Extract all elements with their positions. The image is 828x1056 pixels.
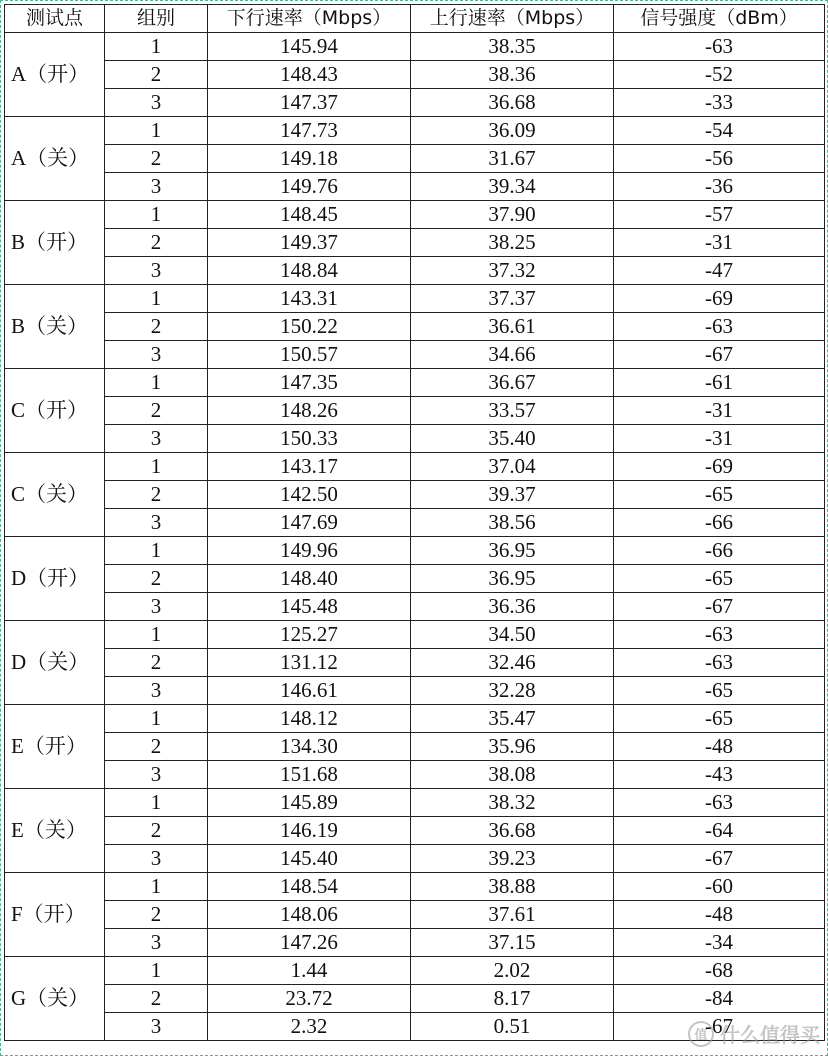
speed-test-table — [4, 4, 825, 1041]
signal-cell: -31 — [614, 397, 825, 425]
table-row — [5, 873, 825, 901]
signal-cell: -34 — [614, 929, 825, 957]
signal-cell: -61 — [614, 369, 825, 397]
download-cell: 148.06 — [208, 901, 411, 929]
signal-cell: -63 — [614, 649, 825, 677]
table-row — [5, 929, 825, 957]
upload-cell: 32.28 — [411, 677, 614, 705]
group-cell: 1 — [105, 285, 208, 313]
group-cell: 2 — [105, 565, 208, 593]
group-cell: 3 — [105, 89, 208, 117]
table-row — [5, 957, 825, 985]
table-row — [5, 789, 825, 817]
group-cell: 1 — [105, 201, 208, 229]
table-row — [5, 313, 825, 341]
group-cell: 2 — [105, 481, 208, 509]
download-cell: 145.40 — [208, 845, 411, 873]
table-row — [5, 733, 825, 761]
test-point-cell: A（开） — [5, 33, 105, 117]
group-cell: 1 — [105, 33, 208, 61]
download-cell: 145.89 — [208, 789, 411, 817]
download-cell: 147.73 — [208, 117, 411, 145]
group-cell: 3 — [105, 929, 208, 957]
group-cell: 2 — [105, 397, 208, 425]
download-cell: 148.26 — [208, 397, 411, 425]
header-download: 下行速率（Mbps） — [208, 5, 411, 33]
download-cell: 147.37 — [208, 89, 411, 117]
group-cell: 2 — [105, 229, 208, 257]
test-point-cell: B（关） — [5, 285, 105, 369]
table-row — [5, 397, 825, 425]
signal-cell: -67 — [614, 1013, 825, 1041]
table-row — [5, 621, 825, 649]
group-cell: 2 — [105, 817, 208, 845]
upload-cell: 38.08 — [411, 761, 614, 789]
test-point-cell: B（开） — [5, 201, 105, 285]
download-cell: 147.69 — [208, 509, 411, 537]
download-cell: 147.26 — [208, 929, 411, 957]
table-row — [5, 229, 825, 257]
table-row — [5, 145, 825, 173]
upload-cell: 32.46 — [411, 649, 614, 677]
download-cell: 134.30 — [208, 733, 411, 761]
signal-cell: -65 — [614, 565, 825, 593]
signal-cell: -31 — [614, 229, 825, 257]
test-point-cell: D（开） — [5, 537, 105, 621]
upload-cell: 2.02 — [411, 957, 614, 985]
table-row — [5, 173, 825, 201]
group-cell: 1 — [105, 957, 208, 985]
signal-cell: -66 — [614, 509, 825, 537]
upload-cell: 37.04 — [411, 453, 614, 481]
table-row — [5, 537, 825, 565]
download-cell: 145.94 — [208, 33, 411, 61]
group-cell: 1 — [105, 369, 208, 397]
upload-cell: 38.36 — [411, 61, 614, 89]
download-cell: 148.40 — [208, 565, 411, 593]
upload-cell: 37.32 — [411, 257, 614, 285]
upload-cell: 38.88 — [411, 873, 614, 901]
group-cell: 3 — [105, 761, 208, 789]
header-signal: 信号强度（dBm） — [614, 5, 825, 33]
table-row — [5, 89, 825, 117]
download-cell: 149.37 — [208, 229, 411, 257]
download-cell: 146.19 — [208, 817, 411, 845]
upload-cell: 34.66 — [411, 341, 614, 369]
download-cell: 150.33 — [208, 425, 411, 453]
group-cell: 2 — [105, 901, 208, 929]
test-point-cell: E（关） — [5, 789, 105, 873]
upload-cell: 36.36 — [411, 593, 614, 621]
watermark-text: 什么值得买 — [720, 1023, 820, 1047]
signal-cell: -31 — [614, 425, 825, 453]
group-cell: 3 — [105, 341, 208, 369]
header-row — [5, 5, 825, 33]
upload-cell: 39.37 — [411, 481, 614, 509]
download-cell: 149.76 — [208, 173, 411, 201]
table-row — [5, 257, 825, 285]
group-cell: 2 — [105, 649, 208, 677]
upload-cell: 37.61 — [411, 901, 614, 929]
test-point-cell: F（开） — [5, 873, 105, 957]
test-point-cell: E（开） — [5, 705, 105, 789]
upload-cell: 35.40 — [411, 425, 614, 453]
table-row — [5, 677, 825, 705]
signal-cell: -65 — [614, 705, 825, 733]
upload-cell: 34.50 — [411, 621, 614, 649]
header-test-point: 测试点 — [5, 5, 105, 33]
table-row — [5, 33, 825, 61]
download-cell: 150.57 — [208, 341, 411, 369]
table-row — [5, 817, 825, 845]
upload-cell: 36.68 — [411, 89, 614, 117]
table-row — [5, 761, 825, 789]
upload-cell: 37.90 — [411, 201, 614, 229]
table-row — [5, 985, 825, 1013]
signal-cell: -36 — [614, 173, 825, 201]
table-row — [5, 453, 825, 481]
table-row — [5, 481, 825, 509]
upload-cell: 36.09 — [411, 117, 614, 145]
group-cell: 1 — [105, 873, 208, 901]
download-cell: 149.18 — [208, 145, 411, 173]
upload-cell: 35.96 — [411, 733, 614, 761]
signal-cell: -63 — [614, 33, 825, 61]
table-row — [5, 649, 825, 677]
download-cell: 148.84 — [208, 257, 411, 285]
upload-cell: 36.67 — [411, 369, 614, 397]
download-cell: 148.12 — [208, 705, 411, 733]
table-row — [5, 61, 825, 89]
test-point-cell: C（开） — [5, 369, 105, 453]
download-cell: 125.27 — [208, 621, 411, 649]
signal-cell: -69 — [614, 285, 825, 313]
signal-cell: -63 — [614, 621, 825, 649]
upload-cell: 36.95 — [411, 565, 614, 593]
table-row — [5, 201, 825, 229]
upload-cell: 38.56 — [411, 509, 614, 537]
table-row — [5, 285, 825, 313]
group-cell: 1 — [105, 117, 208, 145]
test-point-cell: A（关） — [5, 117, 105, 201]
upload-cell: 37.37 — [411, 285, 614, 313]
download-cell: 2.32 — [208, 1013, 411, 1041]
signal-cell: -66 — [614, 537, 825, 565]
upload-cell: 38.35 — [411, 33, 614, 61]
upload-cell: 31.67 — [411, 145, 614, 173]
upload-cell: 39.34 — [411, 173, 614, 201]
group-cell: 3 — [105, 509, 208, 537]
signal-cell: -67 — [614, 341, 825, 369]
download-cell: 151.68 — [208, 761, 411, 789]
signal-cell: -63 — [614, 789, 825, 817]
group-cell: 1 — [105, 537, 208, 565]
download-cell: 149.96 — [208, 537, 411, 565]
test-point-cell: C（关） — [5, 453, 105, 537]
upload-cell: 8.17 — [411, 985, 614, 1013]
group-cell: 1 — [105, 621, 208, 649]
upload-cell: 33.57 — [411, 397, 614, 425]
upload-cell: 35.47 — [411, 705, 614, 733]
upload-cell: 36.95 — [411, 537, 614, 565]
smzdm-logo-icon: 值 — [688, 1021, 714, 1047]
upload-cell: 37.15 — [411, 929, 614, 957]
upload-cell: 36.68 — [411, 817, 614, 845]
download-cell: 148.54 — [208, 873, 411, 901]
table-row — [5, 425, 825, 453]
test-point-cell: G（关） — [5, 957, 105, 1041]
upload-cell: 38.25 — [411, 229, 614, 257]
group-cell: 3 — [105, 173, 208, 201]
download-cell: 23.72 — [208, 985, 411, 1013]
signal-cell: -67 — [614, 593, 825, 621]
table-row — [5, 509, 825, 537]
table-row — [5, 341, 825, 369]
table-row — [5, 369, 825, 397]
upload-cell: 0.51 — [411, 1013, 614, 1041]
group-cell: 2 — [105, 985, 208, 1013]
signal-cell: -56 — [614, 145, 825, 173]
group-cell: 3 — [105, 677, 208, 705]
download-cell: 1.44 — [208, 957, 411, 985]
watermark — [688, 1019, 820, 1048]
signal-cell: -47 — [614, 257, 825, 285]
download-cell: 143.17 — [208, 453, 411, 481]
group-cell: 3 — [105, 845, 208, 873]
group-cell: 3 — [105, 1013, 208, 1041]
group-cell: 1 — [105, 453, 208, 481]
download-cell: 145.48 — [208, 593, 411, 621]
download-cell: 143.31 — [208, 285, 411, 313]
signal-cell: -48 — [614, 733, 825, 761]
group-cell: 2 — [105, 145, 208, 173]
download-cell: 148.43 — [208, 61, 411, 89]
group-cell: 3 — [105, 593, 208, 621]
signal-cell: -54 — [614, 117, 825, 145]
group-cell: 1 — [105, 705, 208, 733]
group-cell: 2 — [105, 733, 208, 761]
download-cell: 131.12 — [208, 649, 411, 677]
download-cell: 146.61 — [208, 677, 411, 705]
download-cell: 150.22 — [208, 313, 411, 341]
upload-cell: 36.61 — [411, 313, 614, 341]
signal-cell: -65 — [614, 481, 825, 509]
signal-cell: -84 — [614, 985, 825, 1013]
table-row — [5, 117, 825, 145]
signal-cell: -60 — [614, 873, 825, 901]
signal-cell: -69 — [614, 453, 825, 481]
download-cell: 148.45 — [208, 201, 411, 229]
table-row — [5, 565, 825, 593]
signal-cell: -65 — [614, 677, 825, 705]
signal-cell: -52 — [614, 61, 825, 89]
header-upload: 上行速率（Mbps） — [411, 5, 614, 33]
header-group: 组别 — [105, 5, 208, 33]
signal-cell: -57 — [614, 201, 825, 229]
table-row — [5, 593, 825, 621]
table-body — [5, 33, 825, 1041]
group-cell: 2 — [105, 61, 208, 89]
signal-cell: -48 — [614, 901, 825, 929]
signal-cell: -68 — [614, 957, 825, 985]
signal-cell: -43 — [614, 761, 825, 789]
group-cell: 3 — [105, 425, 208, 453]
table-row — [5, 705, 825, 733]
table-row — [5, 845, 825, 873]
signal-cell: -33 — [614, 89, 825, 117]
group-cell: 3 — [105, 257, 208, 285]
group-cell: 2 — [105, 313, 208, 341]
signal-cell: -63 — [614, 313, 825, 341]
signal-cell: -64 — [614, 817, 825, 845]
test-point-cell: D（关） — [5, 621, 105, 705]
upload-cell: 39.23 — [411, 845, 614, 873]
table-row — [5, 901, 825, 929]
group-cell: 1 — [105, 789, 208, 817]
upload-cell: 38.32 — [411, 789, 614, 817]
signal-cell: -67 — [614, 845, 825, 873]
download-cell: 142.50 — [208, 481, 411, 509]
download-cell: 147.35 — [208, 369, 411, 397]
